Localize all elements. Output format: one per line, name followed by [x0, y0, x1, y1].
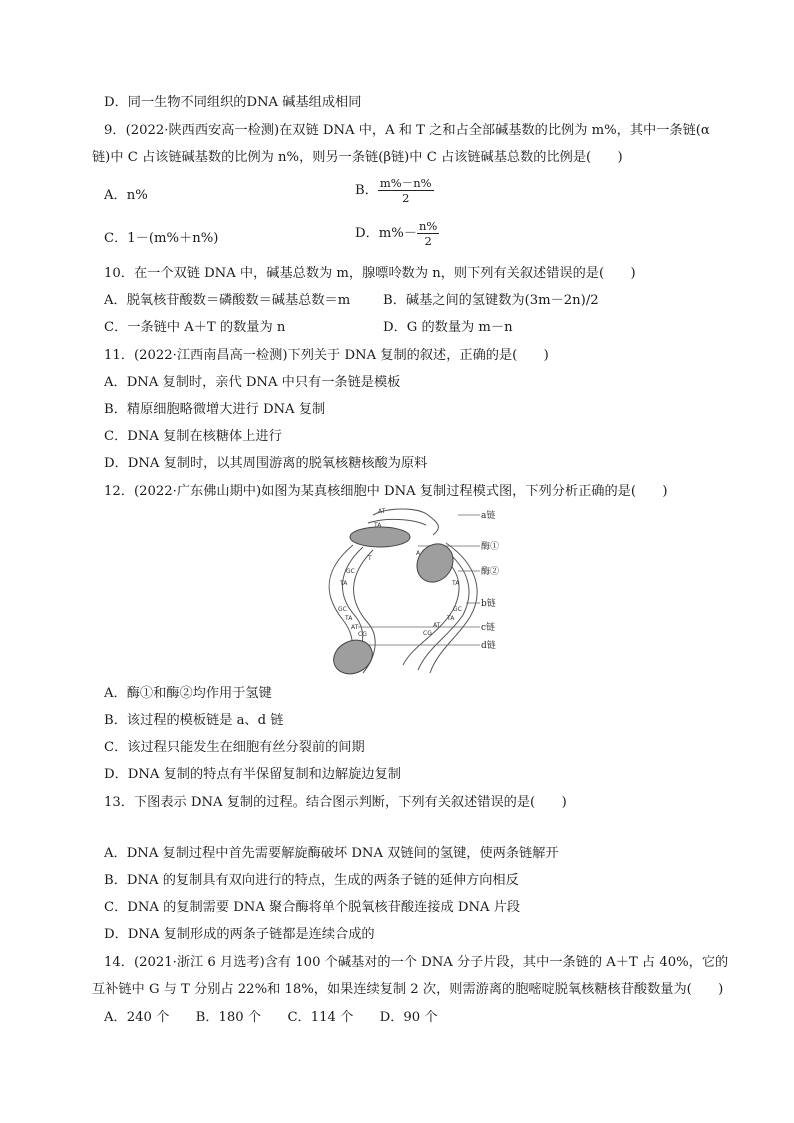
q10-option-b: B．碱基之间的氢键数为(3m－2n)/2 — [383, 293, 599, 308]
q11-option-b: B．精原细胞略微增大进行 DNA 复制 — [104, 402, 326, 417]
pair-left-low-4: CG — [358, 631, 367, 638]
q9-option-d-denominator: 2 — [424, 234, 432, 248]
pair-top-1: AT — [378, 508, 386, 515]
dna-replication-diagram — [318, 505, 508, 680]
q11-stem: 11．(2022·江西南昌高一检测)下列关于 DNA 复制的叙述，正确的是( ) — [104, 348, 549, 363]
label-c-strand: c链 — [481, 623, 496, 633]
enzyme3-shape — [328, 634, 378, 680]
q9-option-b-prefix: B． — [355, 183, 378, 198]
q12-option-a: A．酶①和酶②均作用于氢键 — [104, 686, 272, 701]
label-d-strand: d链 — [481, 641, 496, 651]
q9-option-d-fraction — [417, 219, 439, 248]
pair-left-3: TA — [340, 580, 348, 587]
q9-option-d-prefix: D．m%－ — [355, 226, 417, 241]
q14-stem-line1: 14．(2021·浙江 6 月选考)含有 100 个碱基对的一个 DNA 分子片段，其中一条链的 A＋T 占 40%，它的 — [104, 955, 729, 970]
q9-option-d — [355, 219, 439, 248]
pair-left-1: T — [368, 555, 372, 562]
q13-option-b: B．DNA 的复制具有双向进行的特点，生成的两条子链的延伸方向相反 — [104, 873, 519, 888]
pair-right-1: TA — [452, 580, 460, 587]
pair-right-2: GC — [453, 606, 462, 613]
q12-option-c: C．该过程只能发生在细胞有丝分裂前的间期 — [104, 740, 365, 755]
q10-option-c: C．一条链中 A＋T 的数量为 n — [104, 320, 286, 335]
pair-left-2: GC — [346, 568, 355, 575]
q13-figure-placeholder — [92, 818, 692, 832]
q13-option-d: D．DNA 复制形成的两条子链都是连续合成的 — [104, 927, 375, 942]
q14-stem-line2: 互补链中 G 与 T 分别占 22%和 18%，如果连续复制 2 次，则需游离的胞嘧啶脱氧核糖核苷酸数量为( ) — [92, 982, 724, 997]
q14-options: A．240 个 B．180 个 C．114 个 D．90 个 — [104, 1010, 438, 1025]
pair-left-low-2: TA — [345, 615, 353, 622]
q11-option-d: D．DNA 复制时，以其周围游离的脱氧核糖核酸为原料 — [104, 456, 428, 471]
pair-right-4: AT — [433, 622, 441, 629]
q10-option-a: A．脱氧核苷酸数＝磷酸数＝碱基总数＝m — [104, 293, 351, 308]
q9-option-b-denominator: 2 — [402, 191, 410, 205]
pair-right-5: CG — [423, 630, 432, 637]
pair-left-low-1: GC — [338, 606, 347, 613]
q9-option-b-numerator: m%－n% — [379, 176, 432, 190]
label-enzyme1: 酶① — [481, 542, 500, 552]
pair-left-low-3: AT — [351, 624, 359, 631]
q12-option-d: D．DNA 复制的特点有半保留复制和边解旋边复制 — [104, 767, 401, 782]
q10-stem: 10．在一个双链 DNA 中，碱基总数为 m，腺嘌呤数为 n，则下列有关叙述错误的是( ) — [104, 266, 636, 281]
q12-stem: 12．(2022·广东佛山期中)如图为某真核细胞中 DNA 复制过程模式图，下列分析正确的是( ) — [104, 484, 668, 499]
q8-option-d: D．同一生物不同组织的DNA 碱基组成相同 — [104, 95, 362, 110]
q9-option-b-fraction — [378, 176, 434, 205]
label-enzyme2: 酶② — [481, 567, 500, 577]
dna-replication-figure — [318, 505, 508, 680]
q10-option-d: D．G 的数量为 m－n — [383, 320, 513, 335]
pair-mid-1: A — [416, 550, 421, 557]
q11-option-a: A．DNA 复制时，亲代 DNA 中只有一条链是模板 — [104, 375, 401, 390]
q9-option-a: A．n% — [104, 188, 148, 203]
q9-stem-line1: 9．(2022·陕西西安高一检测)在双链 DNA 中，A 和 T 之和占全部碱基数的比例为 m%，其中一条链(α — [104, 123, 710, 138]
q13-option-c: C．DNA 的复制需要 DNA 聚合酶将单个脱氧核苷酸连接成 DNA 片段 — [104, 900, 521, 915]
label-b-strand: b链 — [481, 599, 496, 609]
q9-option-c: C．1－(m%＋n%) — [104, 231, 219, 246]
q9-option-b — [355, 176, 434, 205]
q13-option-a: A．DNA 复制过程中首先需要解旋酶破坏 DNA 双链间的氢键，使两条链解开 — [104, 846, 559, 861]
q9-stem-line2: 链)中 C 占该链碱基数的比例为 n%，则另一条链(β链)中 C 占该链碱基总数的比例是( ) — [92, 150, 623, 165]
pair-right-3: TA — [447, 615, 455, 622]
q9-option-d-numerator: n% — [418, 219, 438, 233]
enzyme1-shape — [350, 527, 410, 547]
label-a-strand: a链 — [481, 511, 496, 521]
q13-stem: 13．下图表示 DNA 复制的过程。结合图示判断，下列有关叙述错误的是( ) — [104, 795, 567, 810]
q12-option-b: B．该过程的模板链是 a、d 链 — [104, 713, 284, 728]
pair-top-2: TA — [374, 522, 382, 529]
q11-option-c: C．DNA 复制在核糖体上进行 — [104, 429, 282, 444]
